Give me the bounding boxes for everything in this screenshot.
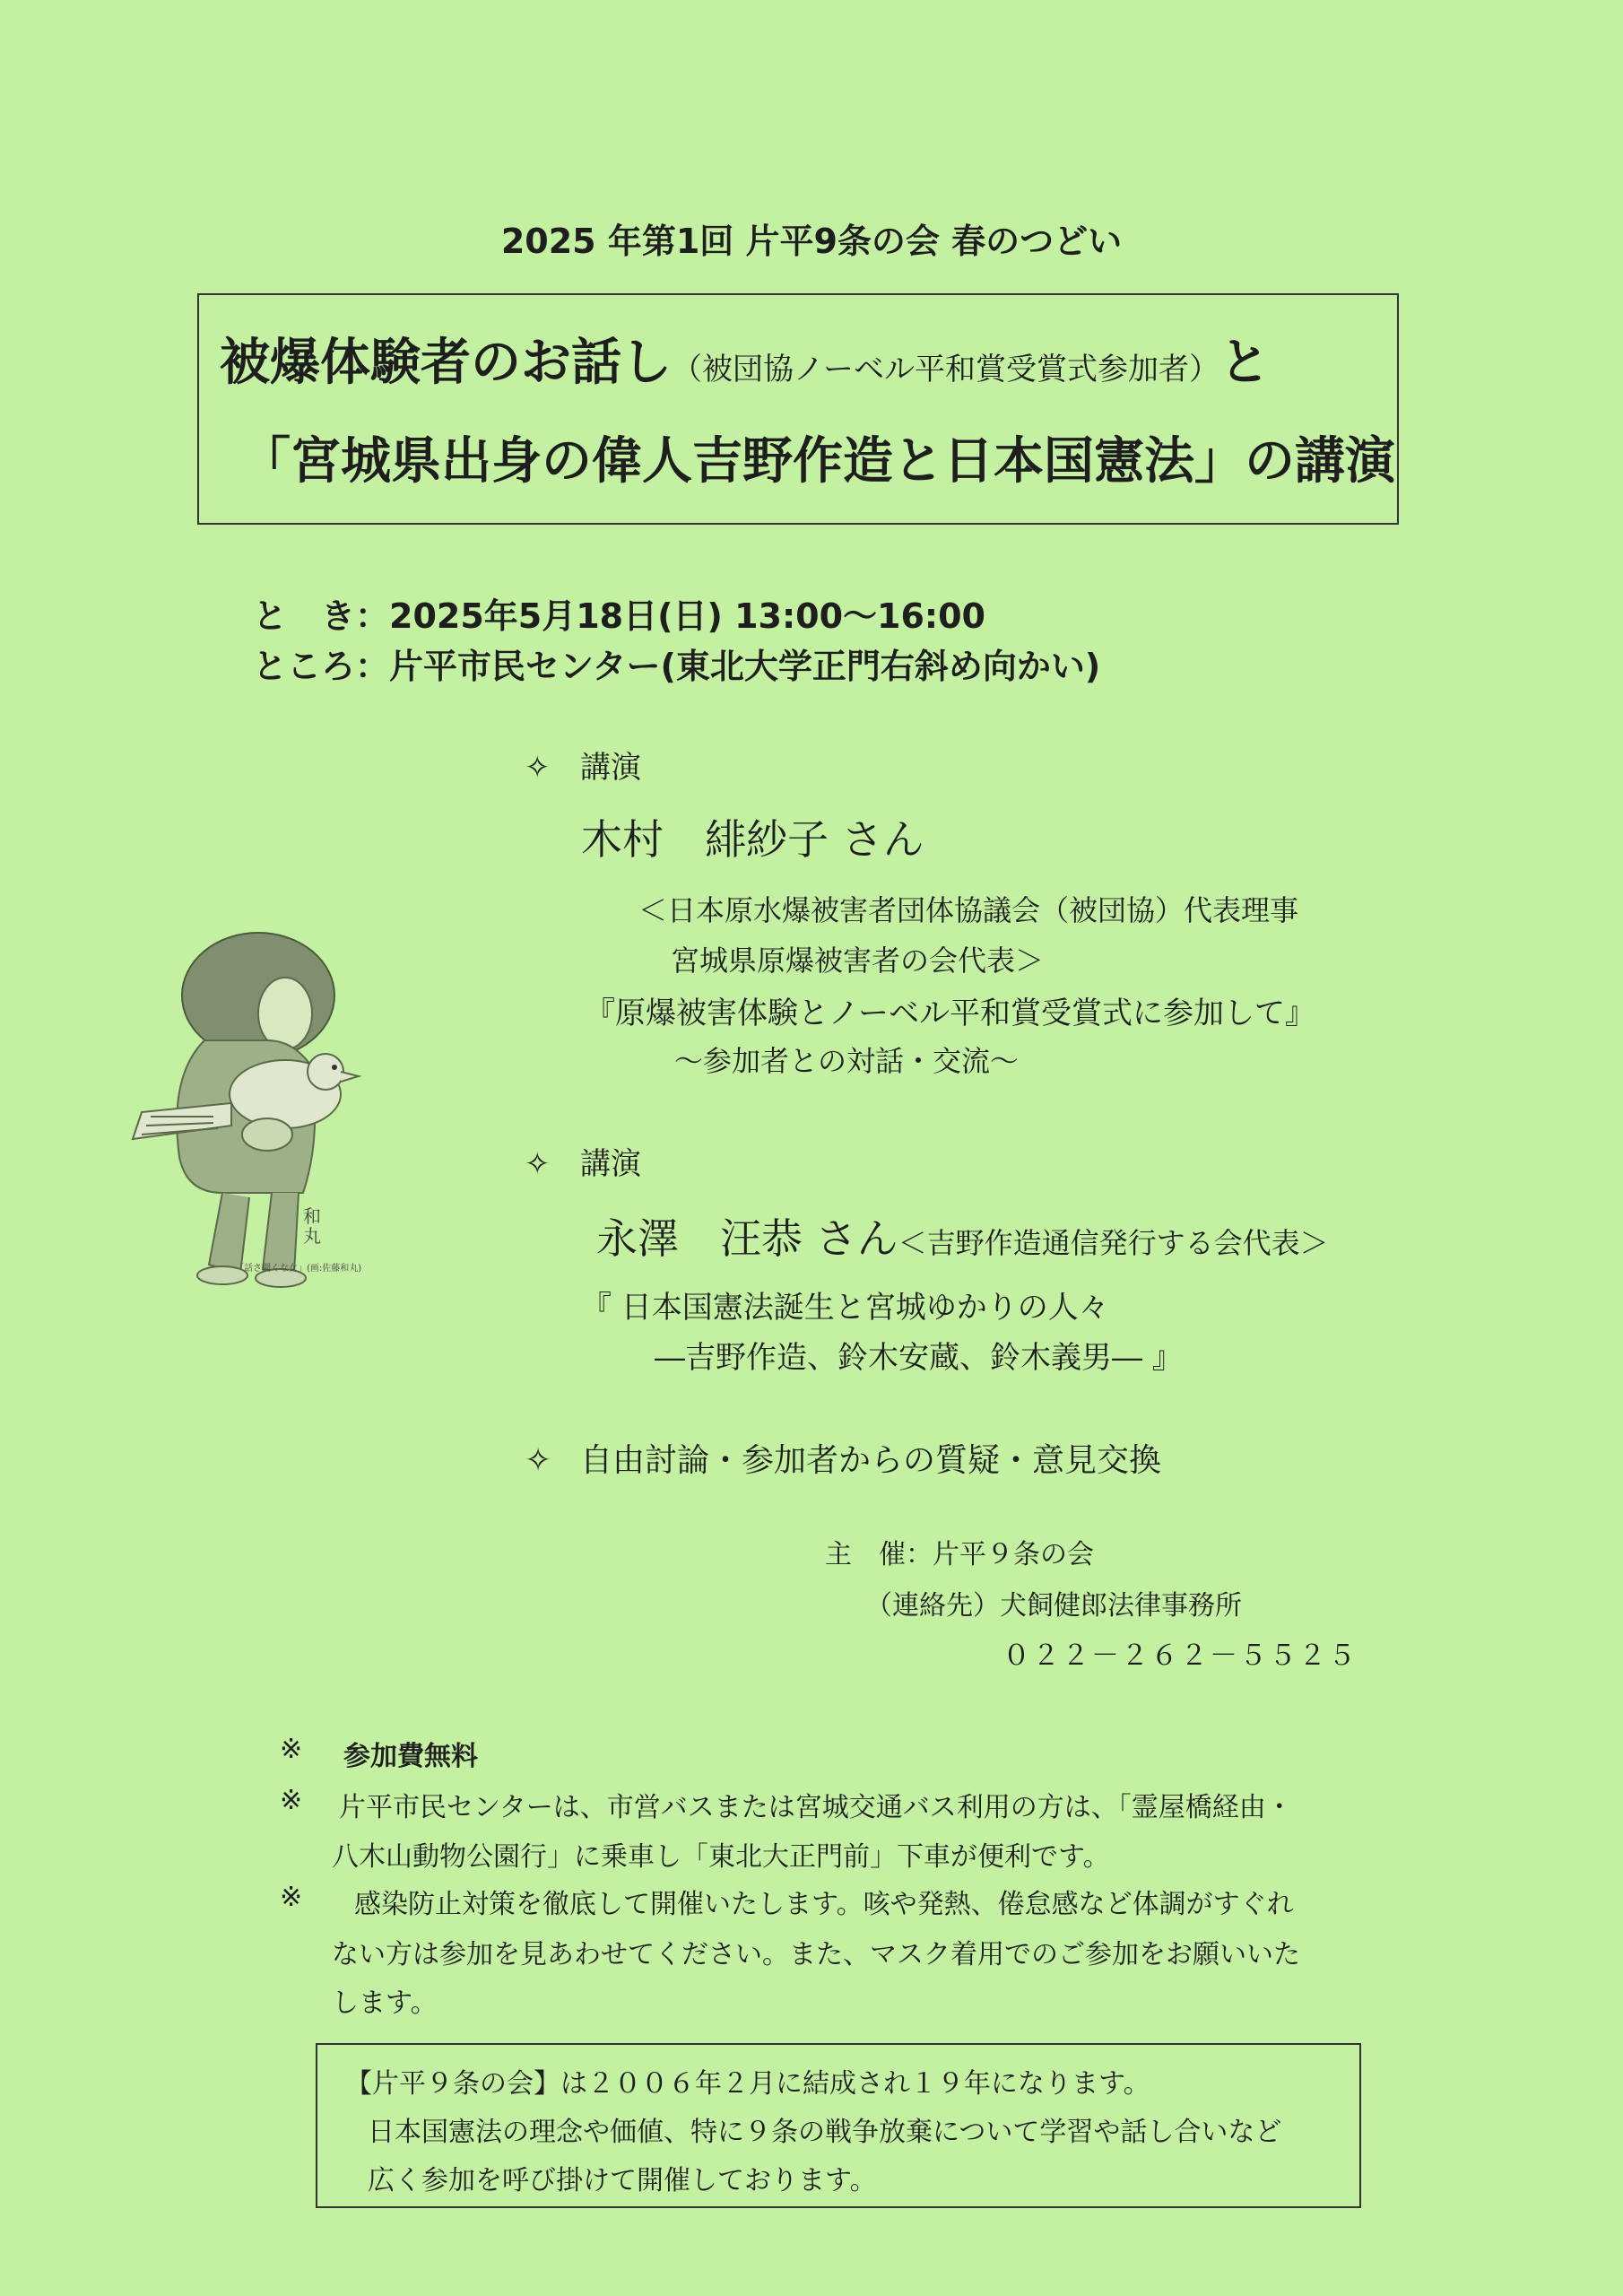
note-mark: ※ [280, 1785, 303, 1816]
lecture1-speaker: 木村 緋紗子 さん [581, 815, 924, 864]
note-access-1: 片平市民センターは、市営バスまたは宮城交通バス利用の方は、「霊屋橋経由・ [339, 1792, 1293, 1823]
title-line-1 [220, 323, 1270, 395]
lecture1-affiliation-1: ＜日本原水爆被害者団体協議会（被団協）代表理事 [638, 893, 1299, 927]
contact-label: （連絡先） [865, 1590, 1000, 1622]
lecture1-heading: ✧ 講演 [525, 750, 641, 786]
lecture1-affiliation-2: 宮城県原爆被害者の会代表＞ [671, 944, 1045, 978]
date-label: と き： [253, 596, 390, 636]
note-access-2: 八木山動物公園行」に乗車し「東北大正門前」下車が便利です。 [332, 1841, 1110, 1873]
host-value: 片平９条の会 [933, 1539, 1094, 1570]
phone-number: ０２２－２６２－５５２５ [1002, 1639, 1358, 1672]
lecture2-speaker-row [596, 1206, 1329, 1265]
lecture1-topic: 『原爆被害体験とノーベル平和賞受賞式に参加して』 [585, 996, 1315, 1031]
discussion-item: ✧ 自由討論・参加者からの質疑・意見交換 [525, 1442, 1162, 1479]
host-row [825, 1532, 1094, 1571]
title-main: 被爆体験者のお話し [220, 333, 672, 392]
host-label: 主 催： [825, 1539, 933, 1570]
place-label: ところ： [253, 647, 390, 686]
illustration-caption: 「話さ聞くな女」(画:佐藤和丸) [235, 1264, 362, 1274]
note-infection-1: 感染防止対策を徹底して開催いたします。咳や発熱、倦怠感など体調がすぐれ [354, 1889, 1294, 1920]
sparkle-icon: ✧ [525, 1146, 551, 1182]
date-value: 2025年5月18日(日) 13:00～16:00 [389, 596, 985, 636]
sparkle-icon: ✧ [525, 750, 551, 786]
lecture2-affiliation: ＜吉野作造通信発行する会代表＞ [898, 1226, 1329, 1260]
about-line-3: 広く参加を呼び掛けて開催しております。 [368, 2165, 877, 2196]
note-fee: 参加費無料 [343, 1741, 478, 1772]
event-heading: 2025 年第1回 片平9条の会 春のつどい [500, 222, 1123, 261]
lecture1-subtopic: ～参加者との対話・交流～ [674, 1044, 1020, 1078]
date-row [253, 588, 985, 638]
title-connector: と [1219, 333, 1270, 392]
lecture2-topic-1: 『 日本国憲法誕生と宮城ゆかりの人々 [581, 1290, 1109, 1326]
lecture2-heading: ✧ 講演 [525, 1146, 641, 1182]
lecture2-topic-2: ―吉野作造、鈴木安蔵、鈴木義男― 』 [655, 1340, 1183, 1376]
about-line-1: 【片平９条の会】は２００６年２月に結成され１９年になります。 [345, 2068, 1150, 2100]
about-line-2: 日本国憲法の理念や価値、特に９条の戦争放棄について学習や話し合いなど [368, 2117, 1282, 2148]
note-infection-3: します。 [332, 1987, 438, 2019]
note-infection-2: ない方は参加を見あわせてください。また、マスク着用でのご参加をお願いいた [332, 1939, 1300, 1970]
contact-value: 犬飼健郎法律事務所 [1000, 1590, 1242, 1622]
lecture2-speaker: 永澤 汪恭 さん [596, 1214, 898, 1263]
note-mark: ※ [280, 1882, 303, 1913]
illustration-signature: 和丸 [303, 1205, 321, 1247]
note-mark: ※ [280, 1734, 303, 1765]
sparkle-icon: ✧ [525, 1442, 552, 1479]
contact-row [865, 1583, 1242, 1622]
place-row [253, 639, 1100, 688]
title-line-2: 「宮城県出身の偉人吉野作造と日本国憲法」の講演 [240, 431, 1395, 491]
place-value: 片平市民センター(東北大学正門右斜め向かい) [389, 647, 1101, 686]
title-subtitle: （被団協ノーベル平和賞受賞式参加者） [672, 352, 1219, 387]
illustration-girl-with-dove [97, 924, 456, 1300]
